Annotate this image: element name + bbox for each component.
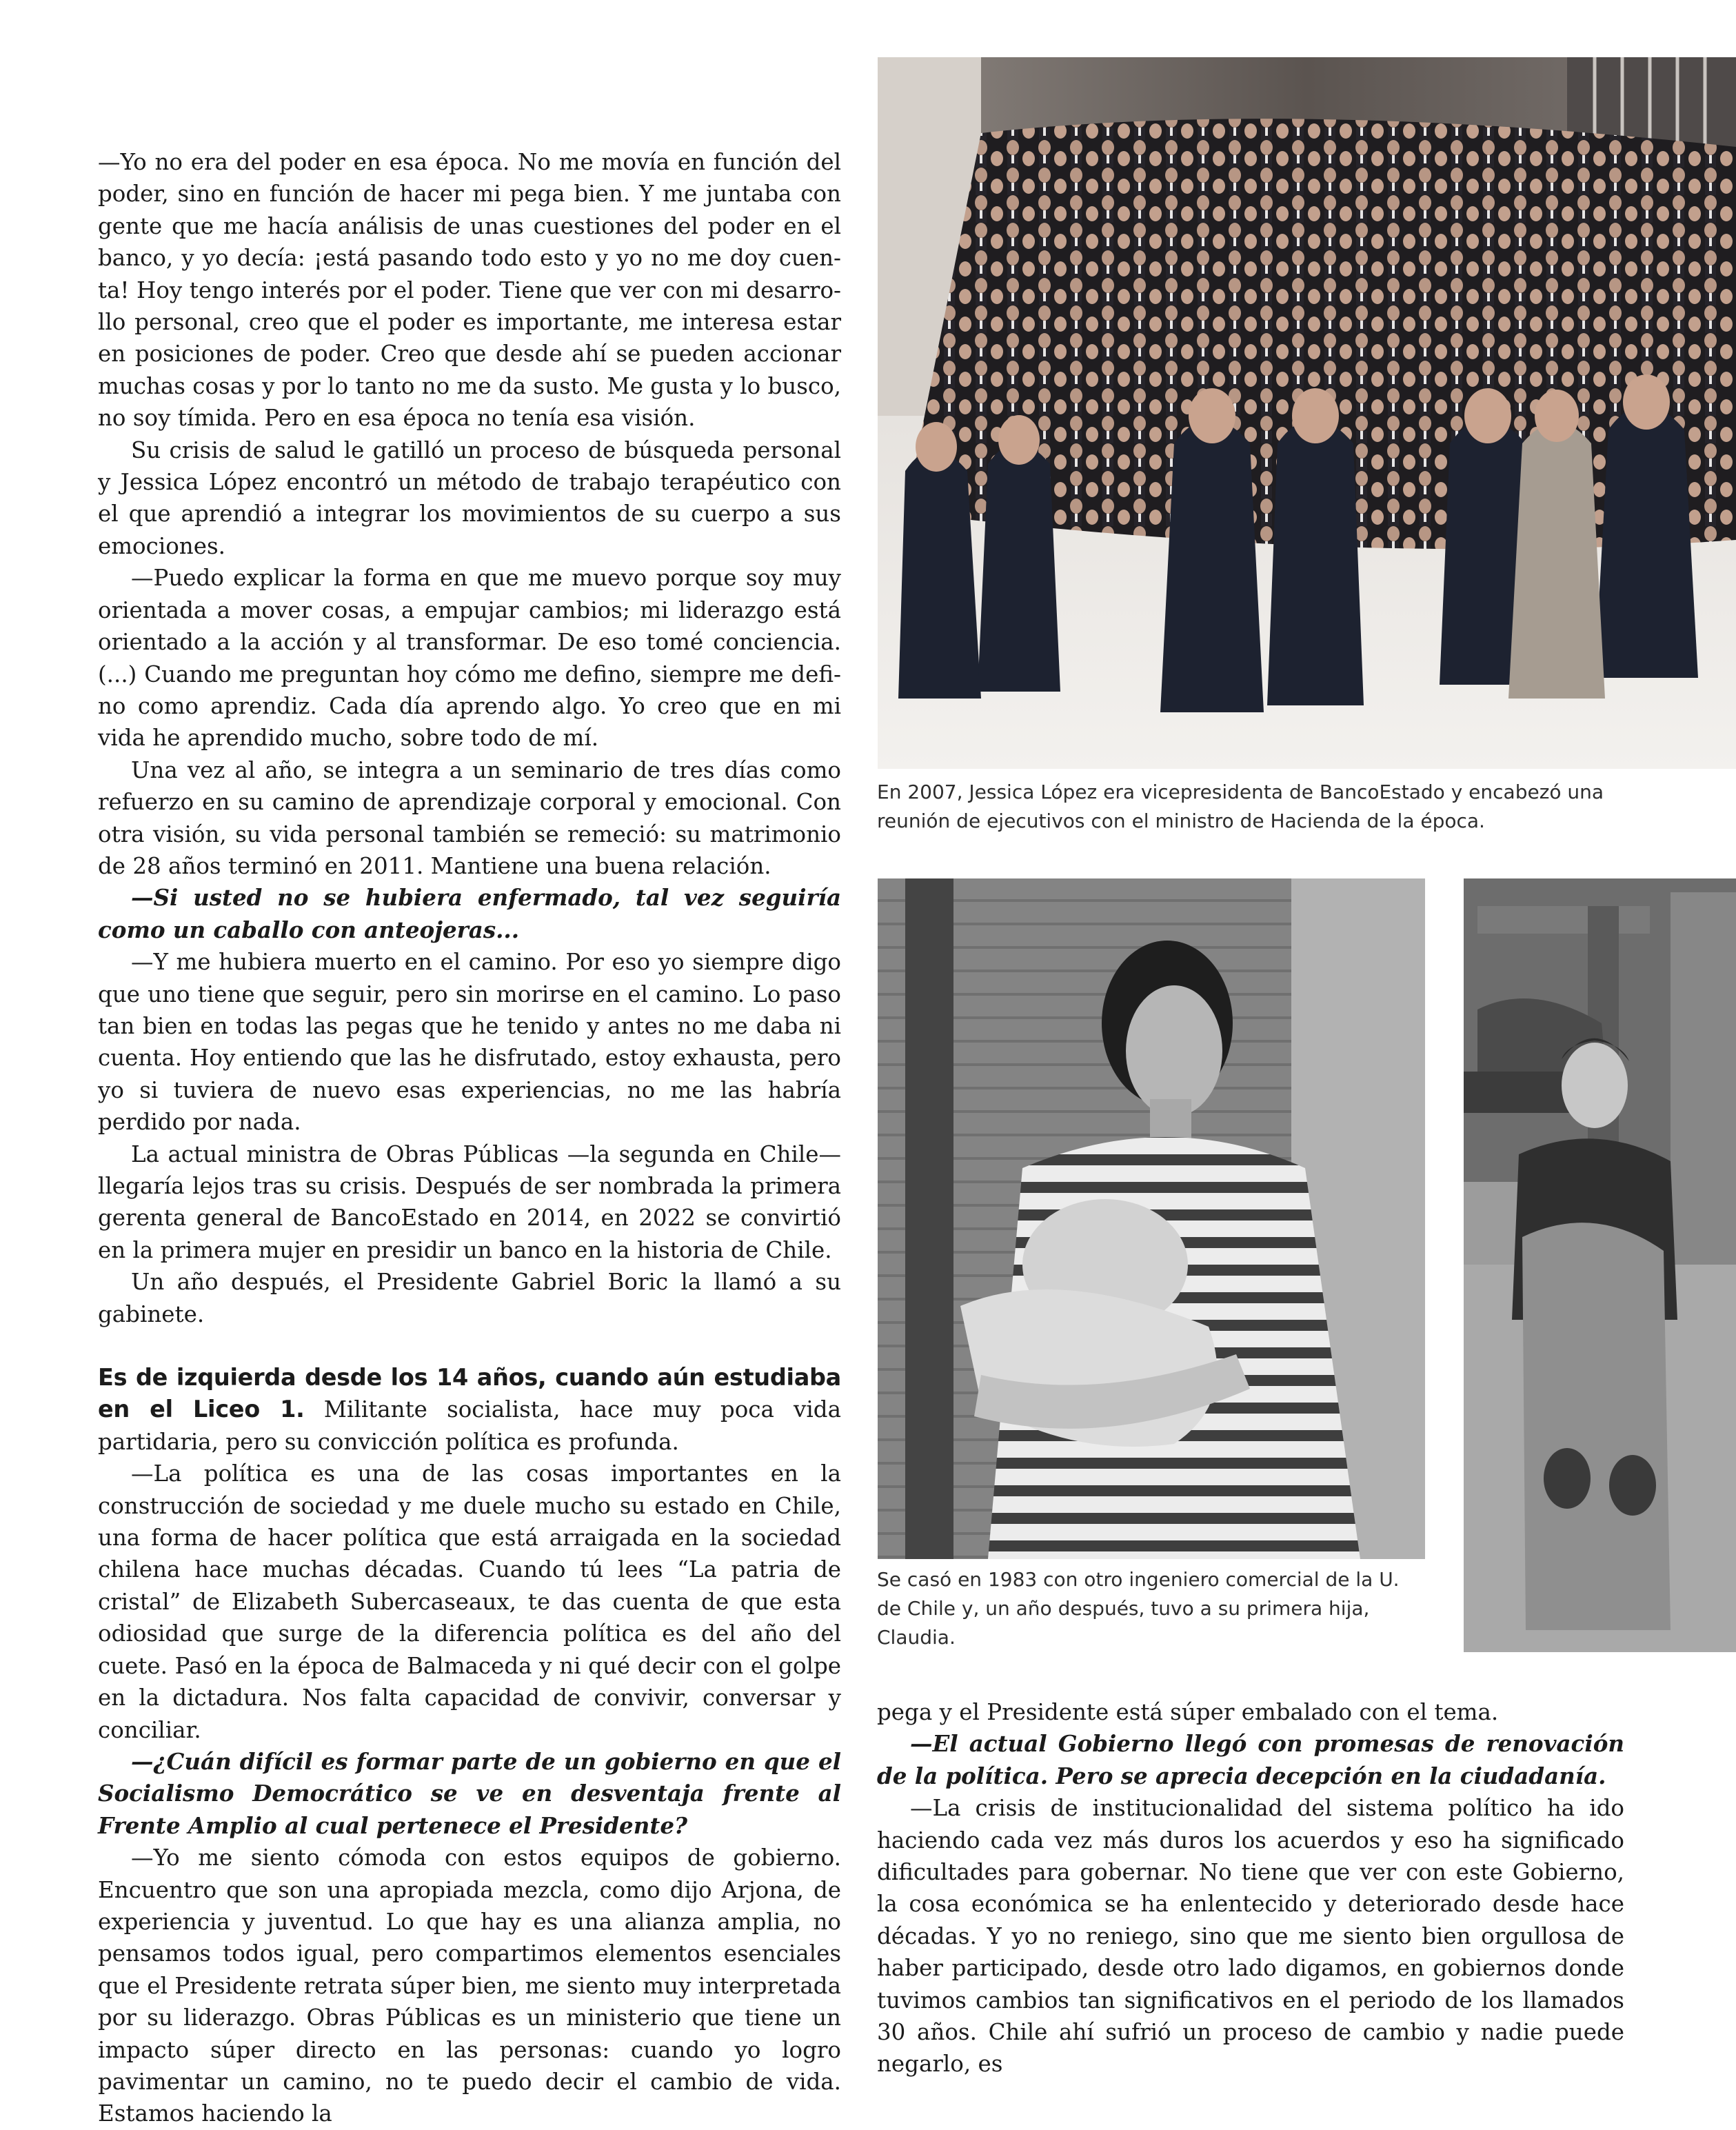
interview-question: —¿Cuán difícil es formar parte de un gobierno en que el Socialismo Democrático se ve en desventaja frente al Frente Amplio al cual pertenece el Presidente? <box>98 1747 841 1839</box>
section-opening-paragraph <box>98 1362 841 1458</box>
body-paragraph: La actual ministra de Obras Públicas —la segunda en Chile— llegaría lejos tras su crisis. Después de ser nombrada la primera gerenta general de BancoEstado en 2014, en 2022 se convirtió en la primera mujer en presidir un banco en la historia de Chile. <box>98 1141 841 1263</box>
interview-question: —El actual Gobierno llegó con promesas de renovación de la política. Pero se aprecia decepción en la ciudadanía. <box>877 1730 1624 1789</box>
mother-baby-photo-caption: Se casó en 1983 con otro ingeniero comercial de la U. de Chile y, un año después, tuvo a su primera hija, Claudia. <box>877 1568 1400 1649</box>
article-left-column <box>98 146 841 2130</box>
mother-baby-photo-image <box>878 878 1425 1559</box>
body-paragraph: Un año después, el Presidente Gabriel Boric la llamó a su gabinete. <box>98 1269 841 1327</box>
group-photo-image <box>878 57 1736 769</box>
body-paragraph: Una vez al año, se integra a un seminario de tres días como refuerzo en su camino de aprendizaje corporal y emocional. Con otra visión, su vida personal también se remeció: su matrimonio de 28 años terminó en 2011. Mantiene una buena relación. <box>98 756 841 879</box>
boy-photo <box>1464 878 1736 1652</box>
article-right-column <box>877 1696 1624 2080</box>
interview-question: —Si usted no se hubiera enfermado, tal vez seguiría como un caballo con anteojeras... <box>98 884 841 943</box>
body-paragraph: —La política es una de las cosas importantes en la construcción de sociedad y me duele mucho su estado en Chile, una forma de hacer política que está arraigada en la sociedad chilena hace muchas décadas. Cuando tú lees “La patria de cristal” de Elizabeth Subercaseaux, te das cuenta de que esta odiosidad que surge de la diferencia política es del año del cuete. Pasó en la época de Balmaceda y ni qué decir con el golpe en la dictadura. Nos falta capacidad de convivir, conversar y conciliar. <box>98 1460 841 1743</box>
body-paragraph: —Yo me siento cómoda con estos equipos de gobierno. Encuentro que son una apropiada mezcla, como dijo Arjona, de experiencia y juventud. Lo que hay es una alianza amplia, no pensamos todos igual, pero compartimos elementos esenciales que el Presidente retrata súper bien, me siento muy interpretada por su liderazgo. Obras Públicas es un ministerio que tiene un impacto súper directo en las personas: cuando yo logro pavimentar un camino, no te puedo decir el cambio de vida. Estamos haciendo la <box>98 1845 841 2127</box>
body-paragraph: —Y me hubiera muerto en el camino. Por eso yo siempre digo que uno tiene que seguir, pero sin morirse en el camino. Lo paso tan bien en todas las pegas que he tenido y antes no me daba ni cuenta. Hoy entiendo que las he disfrutado, estoy exhausta, pero yo si tuviera de nuevo esas experiencias, no me las habría perdido por nada. <box>98 949 841 1136</box>
boy-photo-image <box>1464 878 1736 1652</box>
mother-baby-photo <box>878 878 1425 1559</box>
section-opening-text: Militante socialista, hace muy poca vida partidaria, pero su convicción política es profunda. <box>98 1396 841 1455</box>
group-photo-caption: En 2007, Jessica López era vicepresidenta de BancoEstado y encabezó una reunión de ejecutivos con el ministro de Hacienda de la época. <box>877 781 1604 832</box>
section-lead-in: Es de izquierda desde los 14 años, cuando aún estudiaba en el Liceo 1. <box>98 1364 841 1423</box>
body-paragraph: Su crisis de salud le gatilló un proceso de búsqueda personal y Jessica López encontró un método de trabajo terapéutico con el que aprendió a integrar los movimientos de su cuerpo a sus emociones. <box>98 436 841 559</box>
body-paragraph: —Puedo explicar la forma en que me muevo porque soy muy orientada a mover cosas, a empujar cambios; mi liderazgo está orientado a la acción y al transformar. De eso tomé conciencia. (...) Cuando me preguntan hoy cómo me defino, siempre me defino como aprendiz. Cada día aprendo algo. Yo creo que en mi vida he aprendido mucho, sobre todo de mí. <box>98 565 841 752</box>
group-photo <box>878 57 1736 769</box>
body-paragraph: pega y el Presidente está súper embalado con el tema. <box>877 1699 1499 1725</box>
body-paragraph: —La crisis de institucionalidad del sistema político ha ido haciendo cada vez más duros los acuerdos y eso ha significado dificultades para gobernar. No tiene que ver con este Gobierno, la cosa económica se ha enlentecido y deteriorado desde hace décadas. Y yo no reniego, sino que me siento bien orgullosa de haber participado, desde otro lado digamos, en gobiernos donde tuvimos cambios tan significativos en el periodo de los llamados 30 años. Chile ahí sufrió un proceso de cambio y nadie puede negarlo, es <box>877 1795 1624 2078</box>
body-paragraph: —Yo no era del poder en esa época. No me movía en función del poder, sino en función de hacer mi pega bien. Y me juntaba con gente que me hacía análisis de unas cuestiones del poder en el banco, y yo decía: ¡está pasando todo esto y yo no me doy cuenta! Hoy tengo interés por el poder. Tiene que ver con mi desarrollo personal, creo que el poder es importante, me interesa estar en posiciones de poder. Creo que desde ahí se pueden accionar muchas cosas y por lo tanto no me da susto. Me gusta y lo busco, no soy tímida. Pero en esa época no tenía esa visión. <box>98 149 841 432</box>
